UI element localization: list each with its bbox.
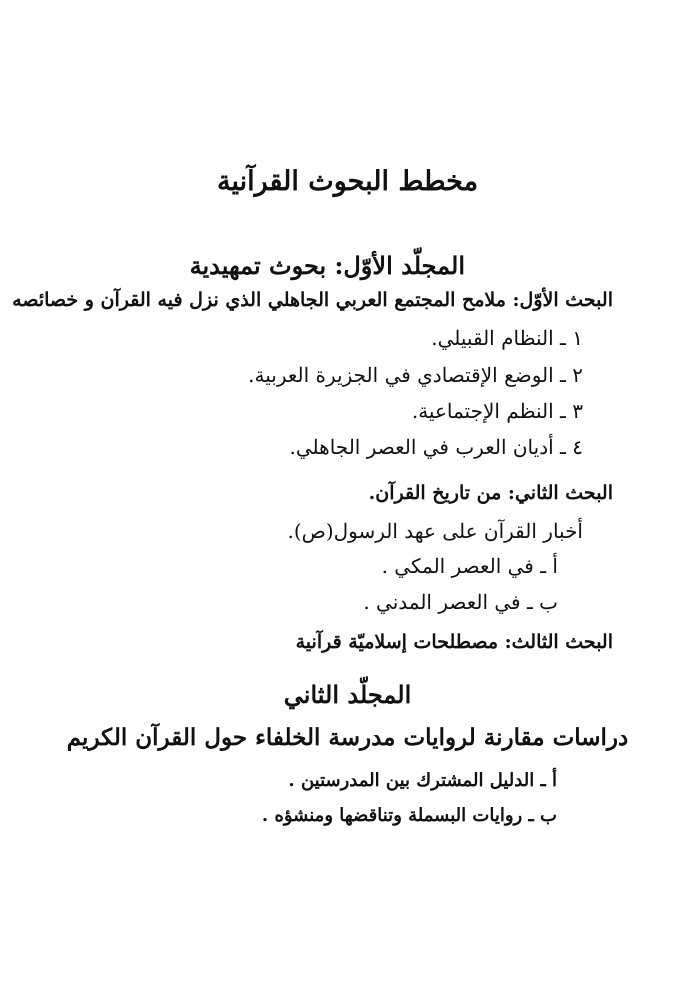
volume2-heading: المجلّد الثاني: [283, 680, 412, 709]
section1-item: ٢ ـ الوضع الإقتصادي في الجزيرة العربية.: [248, 363, 583, 387]
volume1-heading: المجلّد الأوّل: بحوث تمهيدية: [189, 251, 465, 280]
section1-item: ١ ـ النظام القبيلي.: [431, 326, 583, 350]
section1-title: البحث الأوّل: ملامح المجتمع العربي الجاهلي الذي نزل فيه القرآن و خصائصه: [12, 289, 613, 311]
section2-item: أ ـ في العصر المكي .: [381, 554, 558, 578]
volume2-subtitle: دراسات مقارنة لروايات مدرسة الخلفاء حول القرآن الكريم: [66, 724, 629, 751]
section2-title: البحث الثاني: من تاريخ القرآن.: [368, 482, 613, 504]
section2-item: ب ـ في العصر المدني .: [363, 590, 558, 614]
section3-title: البحث الثالث: مصطلحات إسلاميّة قرآنية: [295, 631, 613, 653]
section1-item: ٤ ـ أديان العرب في العصر الجاهلي.: [289, 435, 583, 459]
volume2-item: أ ـ الدليل المشترك بين المدرستين .: [288, 770, 557, 791]
volume2-item: ب ـ روايات البسملة وتناقضها ومنشؤه .: [261, 805, 557, 826]
page-title: مخطط البحوث القرآنية: [216, 166, 479, 197]
section1-item: ٣ ـ النظم الإجتماعية.: [411, 399, 583, 423]
section2-intro: أخبار القرآن على عهد الرسول(ص).: [287, 519, 583, 543]
